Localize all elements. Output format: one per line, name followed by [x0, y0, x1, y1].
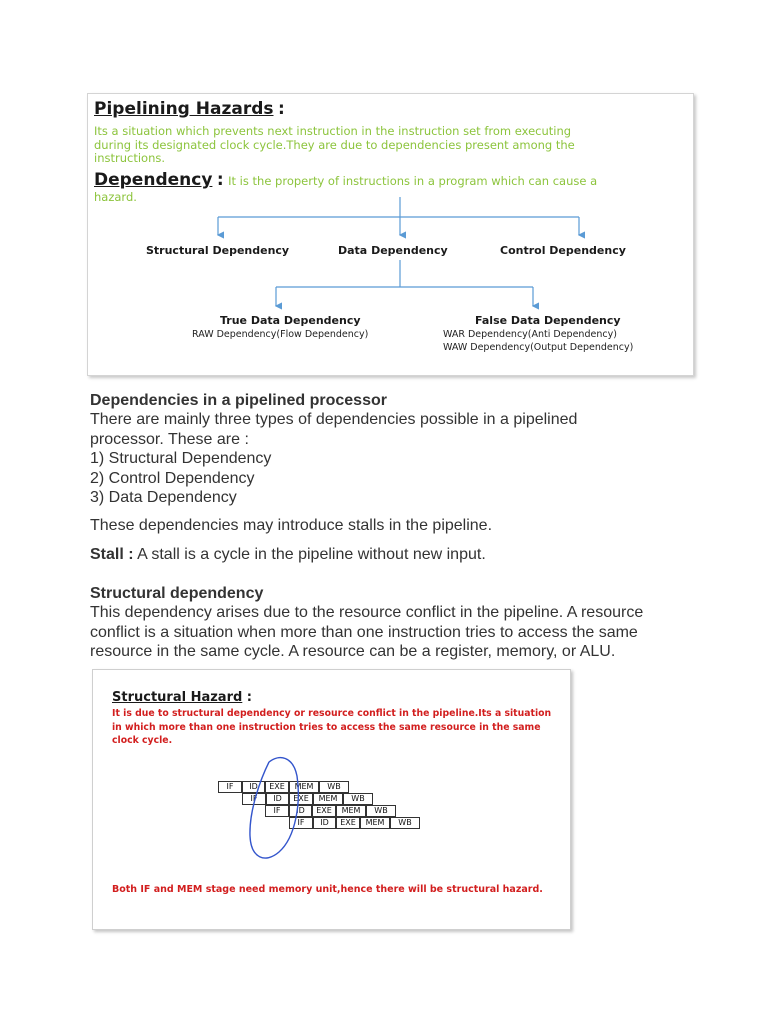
pipeline-cell: WB	[366, 805, 396, 817]
dependency-label: Dependency	[94, 170, 213, 190]
pipeline-cell: IF	[289, 817, 313, 829]
pipeline-cell: MEM	[360, 817, 390, 829]
fig1-desc-line: instructions.	[94, 151, 165, 165]
false-data-sub-waw: WAW Dependency(Output Dependency)	[443, 342, 634, 353]
dependencies-intro	[90, 410, 577, 508]
pipeline-cell: WB	[343, 793, 373, 805]
fig2-footer: Both IF and MEM stage need memory unit,hence there will be structural hazard.	[112, 884, 543, 895]
fig2-title: Structural Hazard	[112, 690, 243, 705]
pipeline-cell: IF	[242, 793, 266, 805]
pipeline-cell: EXE	[289, 793, 313, 805]
pipeline-cell: ID	[266, 793, 289, 805]
dependency-desc-cont: hazard.	[94, 190, 137, 204]
pipelining-hazards-figure	[87, 93, 694, 376]
structural-line: resource in the same cycle. A resource can be a register, memory, or ALU.	[90, 643, 616, 660]
pipeline-cell: MEM	[313, 793, 343, 805]
structural-paragraph	[90, 603, 643, 662]
pipeline-cell: ID	[289, 805, 312, 817]
pipeline-cell: EXE	[265, 781, 289, 793]
node-data-dependency: Data Dependency	[338, 244, 448, 257]
fig2-desc-line: It is due to structural dependency or resource conflict in the pipeline.Its a situation	[112, 708, 552, 719]
node-structural-dependency: Structural Dependency	[146, 244, 290, 257]
node-false-data-dependency: False Data Dependency	[475, 314, 621, 327]
fig2-desc-line: clock cycle.	[112, 735, 173, 746]
pipeline-cell: ID	[242, 781, 265, 793]
pipeline-cell: EXE	[312, 805, 336, 817]
fig2-desc-line: in which more than one instruction tries to access the same resource in the same	[112, 721, 541, 733]
pipeline-cell: IF	[265, 805, 289, 817]
structural-line: This dependency arises due to the resource conflict in the pipeline. A resource	[90, 604, 644, 621]
pipeline-cell: WB	[390, 817, 420, 829]
dependency-colon: :	[216, 170, 224, 190]
list-item: 2) Control Dependency	[90, 469, 255, 487]
structural-hazard-figure	[92, 669, 571, 930]
fig1-title-colon: :	[277, 99, 285, 119]
stall-definition	[90, 545, 486, 565]
pipeline-cell: MEM	[336, 805, 366, 817]
true-data-sub: RAW Dependency(Flow Dependency)	[192, 329, 369, 340]
pipeline-cell: WB	[319, 781, 349, 793]
fig1-title: Pipelining Hazards	[94, 99, 274, 119]
structural-heading: Structural dependency	[90, 585, 264, 602]
list-item: 1) Structural Dependency	[90, 450, 272, 467]
structural-line: conflict is a situation when more than one instruction tries to access the same	[90, 623, 638, 641]
fig2-title-colon: :	[246, 690, 252, 705]
pipeline-cell: IF	[218, 781, 242, 793]
list-item: 3) Data Dependency	[90, 489, 237, 506]
node-true-data-dependency: True Data Dependency	[220, 314, 361, 327]
fig1-desc-line: during its designated clock cycle.They are due to dependencies present among the	[94, 137, 575, 152]
fig1-desc-line: Its a situation which prevents next instruction in the instruction set from executing	[94, 124, 572, 138]
stalls-note: These dependencies may introduce stalls in the pipeline.	[90, 517, 493, 534]
false-data-sub-war: WAR Dependency(Anti Dependency)	[443, 329, 617, 340]
stall-text: A stall is a cycle in the pipeline without new input.	[133, 546, 486, 563]
pipeline-cell: MEM	[289, 781, 319, 793]
dependency-desc: It is the property of instructions in a program which can cause a	[228, 174, 598, 188]
node-control-dependency: Control Dependency	[500, 244, 626, 257]
intro-line: There are mainly three types of dependencies possible in a pipelined	[90, 411, 578, 428]
dependencies-heading: Dependencies in a pipelined processor	[90, 392, 387, 409]
stall-label: Stall :	[90, 546, 134, 563]
intro-line: processor. These are :	[90, 430, 249, 448]
pipeline-cell: EXE	[336, 817, 360, 829]
pipeline-cell: ID	[313, 817, 336, 829]
